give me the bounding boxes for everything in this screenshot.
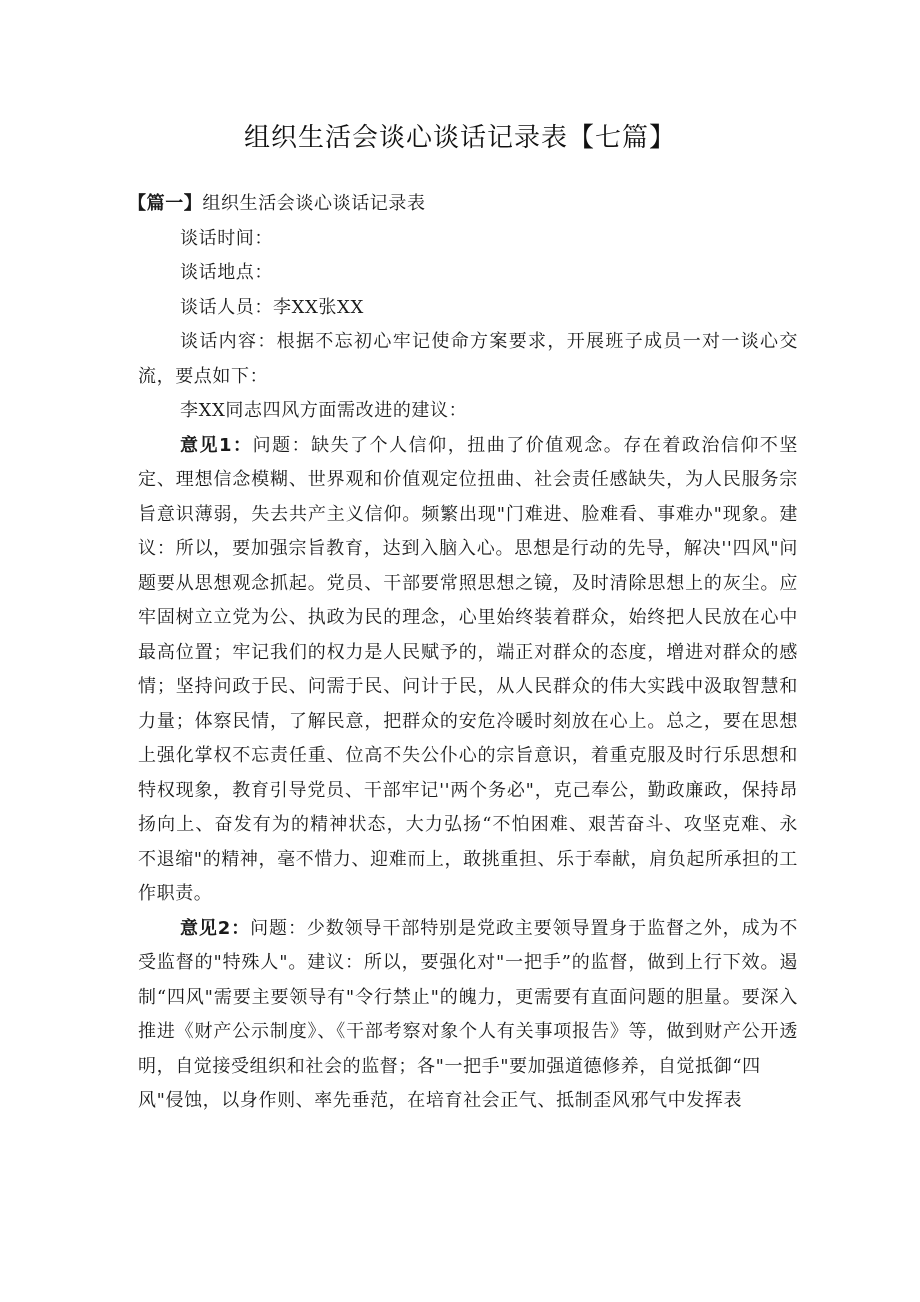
opinion-2-text: 问题：少数领导干部特别是党政主要领导置身于监督之外，成为不受监督的"特殊人"。建议：所以，要强化对"一把手”的监督，做到上行下效。遏制“四风"需要主要领导有"令行禁止"的魄力，更需要有直面问题的胆量。要深入推进《财产公示制度》、《干部考察对象个人有关事项报告》等，做到财产公开透明，自觉接受组织和社会的监督；各"一把手"要加强道德修养，自觉抵御“四	[138, 917, 798, 1077]
opinion-2-label: 意见2：	[180, 917, 251, 939]
opinion-1-text: 问题：缺失了个人信仰，扭曲了价值观念。存在着政治信仰不坚定、理想信念模糊、世界观和价值观定位扭曲、社会责任感缺失，为人民服务宗旨意识薄弱，失去共产主义信仰。频繁出现"门难进、脸难看、事难办"现象。建议：所以，要加强宗旨教育，达到入脑入心。思想是行动的先导，解决''四风"问题要从思想观念抓起。党员、干部要常照思想之镜，及时清除思想上的灰尘。应牢固树立立党为公、执政为民的理念，心里始终装着群众，始终把人民放在心中最高位置；牢记我们的权力是人民赋予的，端正对群众的态度，增进对群众的感情；坚持问政于民、问需于民、问计于民，从人民群众的伟大实践中汲取智慧和力量；体察民情，了解民意，把群众的安危冷暖时刻放在心上。总之，要在思想上强化掌权不忘责任重、位高不失公仆心的宗旨意识，着重克服及时行乐思想和特权现象，教育引导党员、干部牢记''两个务必"，克己奉公，勤政廉政，保持昂扬向上、奋发有为的精神状态，大力弘扬“不怕困难、艰苦奋斗、攻坚克难、永不退缩"的精神，毫不惜力、迎难而上，敢挑重担、乐于奉献，肩负起所承担的工作职责。	[138, 434, 798, 904]
talk-content: 谈话内容：根据不忘初心牢记使命方案要求，开展班子成员一对一谈心交流，要点如下：	[138, 331, 798, 387]
talk-place: 谈话地点：	[180, 262, 273, 283]
opinion-2	[138, 912, 798, 1085]
section-heading-label: 【篇一】	[128, 193, 203, 214]
opinion-1-label: 意见1：	[180, 434, 253, 456]
document-body	[128, 187, 798, 1119]
opinion-1	[138, 429, 798, 912]
document-title: 组织生活会谈心谈话记录表【七篇】	[243, 123, 676, 153]
opinion-2-continued: 风"侵蚀，以身作则、率先垂范，在培育社会正气、抵制歪风邪气中发挥表	[138, 1090, 743, 1111]
talk-time: 谈话时间：	[180, 227, 273, 249]
section-heading	[128, 187, 798, 222]
subheading: 李XX同志四风方面需改进的建议：	[180, 400, 468, 421]
section-heading-text: 组织生活会谈心谈话记录表	[202, 193, 426, 214]
talk-people: 谈话人员：李XX张XX	[180, 296, 364, 318]
